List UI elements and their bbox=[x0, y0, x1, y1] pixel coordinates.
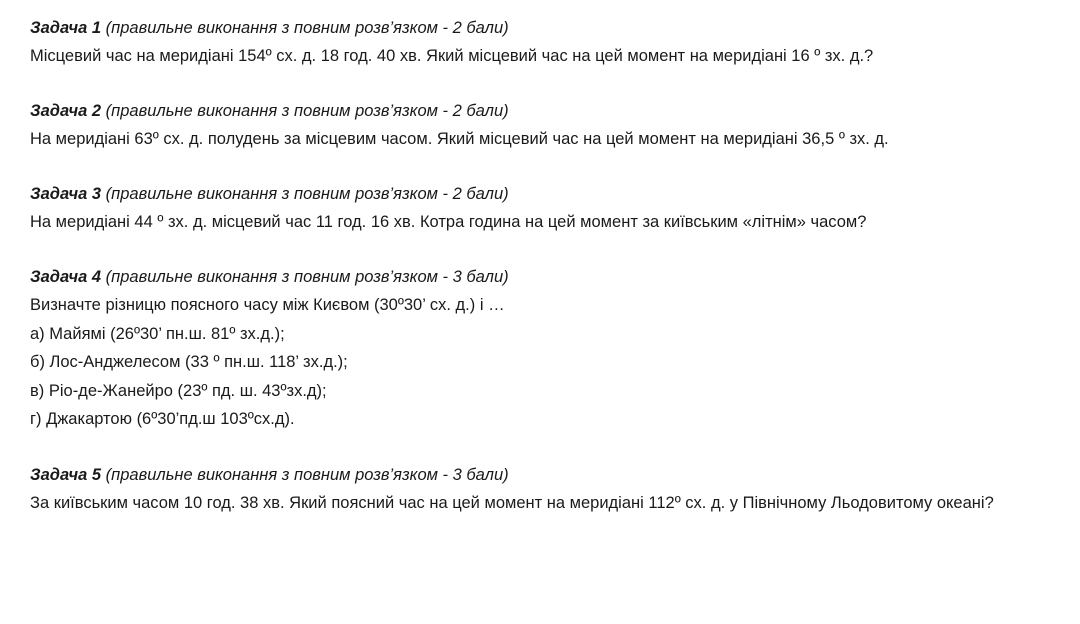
task-points-note: (правильне виконання з повним розв’язком - 3 бали) bbox=[101, 268, 509, 286]
task-heading bbox=[30, 461, 1080, 489]
task-heading bbox=[30, 14, 1080, 42]
task-text: На меридіані 44 º зх. д. місцевий час 11 год. 16 хв. Котра година на цей момент за київським «літнім» часом? bbox=[30, 213, 867, 231]
task-subitem-a: а) Майямі (26º30’ пн.ш. 81º зх.д.); bbox=[30, 324, 285, 343]
task-4 bbox=[30, 263, 1080, 434]
task-subitem-c: в) Ріо-де-Жанейро (23º пд. ш. 43ºзх.д); bbox=[30, 381, 327, 400]
task-subitem-b: б) Лос-Анджелесом (33 º пн.ш. 118’ зх.д.); bbox=[30, 353, 348, 371]
task-points-note: (правильне виконання з повним розв’язком - 2 бали) bbox=[101, 19, 509, 37]
task-heading bbox=[30, 180, 1080, 208]
task-text: Місцевий час на меридіані 154º сх. д. 18 год. 40 хв. Який місцевий час на цей момент на меридіані 16 º зх. д.? bbox=[30, 47, 874, 65]
task-text: За київським часом 10 год. 38 хв. Який поясний час на цей момент на меридіані 112º сх. д. у Північному Льодовитому океані? bbox=[30, 493, 994, 512]
task-number: Задача 2 bbox=[30, 102, 102, 120]
task-subitem-d: г) Джакартою (6º30’пд.ш 103ºсх.д). bbox=[30, 410, 295, 428]
task-1 bbox=[30, 14, 1080, 70]
task-points-note: (правильне виконання з повним розв’язком - 3 бали) bbox=[101, 465, 509, 484]
task-2 bbox=[30, 97, 1080, 153]
task-points-note: (правильне виконання з повним розв’язком - 2 бали) bbox=[101, 185, 509, 203]
task-number: Задача 3 bbox=[30, 185, 102, 203]
task-3 bbox=[30, 180, 1080, 236]
task-text: Визначте різницю поясного часу між Києвом (30º30’ сх. д.) і … bbox=[30, 296, 505, 314]
task-points-note: (правильне виконання з повним розв’язком - 2 бали) bbox=[101, 102, 509, 120]
task-text: На меридіані 63º сх. д. полудень за місцевим часом. Який місцевий час на цей момент на меридіані 36,5 º зх. д. bbox=[30, 130, 889, 148]
task-heading bbox=[30, 97, 1080, 125]
task-number: Задача 4 bbox=[30, 268, 102, 286]
task-5 bbox=[30, 461, 1080, 517]
task-heading bbox=[30, 263, 1080, 291]
task-number: Задача 5 bbox=[30, 465, 102, 484]
task-number: Задача 1 bbox=[30, 19, 102, 37]
